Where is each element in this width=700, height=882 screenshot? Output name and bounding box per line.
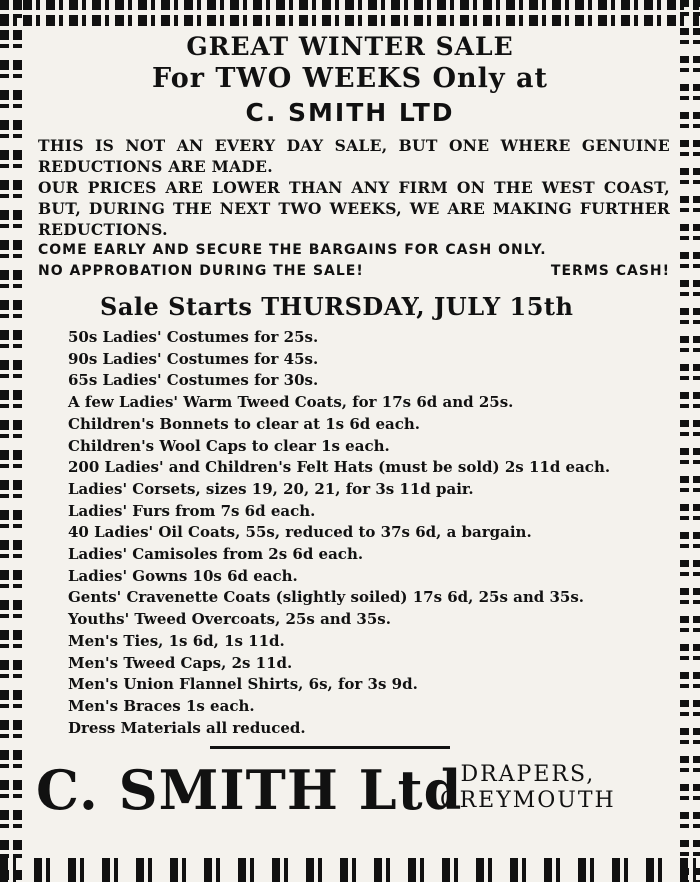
list-item: Men's Tweed Caps, 2s 11d. <box>68 653 293 672</box>
list-item: 50s Ladies' Costumes for 25s. <box>68 328 319 346</box>
paragraph-cash-only: COME EARLY AND SECURE THE BARGAINS FOR CASH ONLY. <box>38 242 547 258</box>
footer-town: GREYMOUTH <box>440 788 616 813</box>
paragraph-prices: OUR PRICES ARE LOWER THAN ANY FIRM ON THE WEST COAST, BUT, DURING THE NEXT TWO WEEKS, WE ARE MAKING FURTHER REDUCTIONS. <box>38 178 670 239</box>
paragraph-terms <box>30 261 670 282</box>
paragraph-genuine: THIS IS NOT AN EVERY DAY SALE, BUT ONE WHERE GENUINE REDUCTIONS ARE MADE. <box>38 136 670 176</box>
no-approbation-text: NO APPROBATION DURING THE SALE! <box>38 263 364 279</box>
border-right <box>680 0 700 882</box>
terms-cash-text: TERMS CASH! <box>550 263 670 279</box>
advertisement <box>30 28 670 854</box>
list-item: 40 Ladies' Oil Coats, 55s, reduced to 37s 6d, a bargain. <box>68 523 532 542</box>
list-item: Children's Wool Caps to clear 1s each. <box>68 436 390 455</box>
list-item: Men's Union Flannel Shirts, 6s, for 3s 9d. <box>68 675 418 694</box>
list-item: Ladies' Corsets, sizes 19, 20, 21, for 3s 11d pair. <box>68 479 474 498</box>
list-item: Youths' Tweed Overcoats, 25s and 35s. <box>68 610 391 629</box>
divider-rule <box>210 746 450 749</box>
footer-brand: C. SMITH Ltd <box>36 758 463 822</box>
list-item: A few Ladies' Warm Tweed Coats, for 17s 6d and 25s. <box>68 393 514 412</box>
list-item: 65s Ladies' Costumes for 30s. <box>68 371 319 390</box>
headline-sale: GREAT WINTER SALE <box>186 32 514 61</box>
border-bottom <box>0 858 700 882</box>
sale-items-list <box>30 327 670 739</box>
list-item: Ladies' Camisoles from 2s 6d each. <box>68 545 364 564</box>
border-left <box>0 0 22 882</box>
list-item: Ladies' Gowns 10s 6d each. <box>68 566 298 585</box>
list-item: Ladies' Furs from 7s 6d each. <box>68 501 316 520</box>
border-top <box>0 0 700 26</box>
footer-trade <box>440 762 616 814</box>
footer-drapers: DRAPERS, <box>460 762 596 787</box>
list-item: 90s Ladies' Costumes for 45s. <box>68 349 319 368</box>
list-item: Men's Braces 1s each. <box>68 696 255 715</box>
list-item: Children's Bonnets to clear at 1s 6d each. <box>68 414 420 433</box>
list-item: Men's Ties, 1s 6d, 1s 11d. <box>68 631 285 650</box>
headline-duration: For TWO WEEKS Only at <box>152 63 548 94</box>
list-item: Gents' Cravenette Coats (slightly soiled) 17s 6d, 25s and 35s. <box>68 588 585 607</box>
list-item: 200 Ladies' and Children's Felt Hats (must be sold) 2s 11d each. <box>68 458 611 477</box>
headline-store: C. SMITH LTD <box>245 98 455 127</box>
sale-starts-heading: Sale Starts THURSDAY, JULY 15th <box>100 292 574 321</box>
list-item: Dress Materials all reduced. <box>68 718 306 737</box>
footer-signature <box>36 758 666 828</box>
